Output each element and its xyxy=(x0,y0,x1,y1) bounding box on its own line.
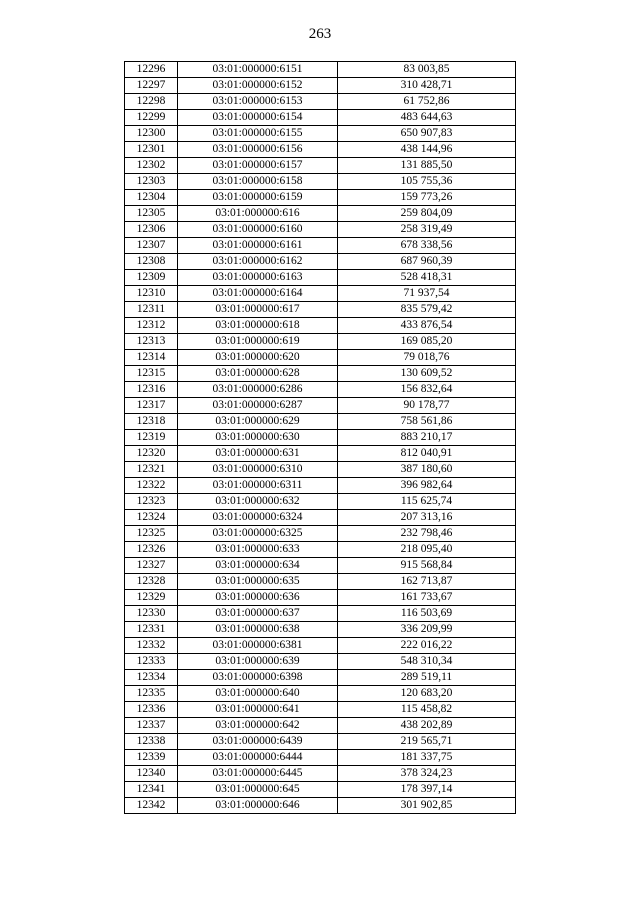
table-row xyxy=(125,574,516,590)
cadastral-number-cell: 03:01:000000:6444 xyxy=(178,750,338,766)
value-cell: 159 773,26 xyxy=(338,190,516,206)
cadastral-number-cell: 03:01:000000:6151 xyxy=(178,62,338,78)
value-cell: 812 040,91 xyxy=(338,446,516,462)
table-row xyxy=(125,478,516,494)
cadastral-number-cell: 03:01:000000:6157 xyxy=(178,158,338,174)
cadastral-number-cell: 03:01:000000:616 xyxy=(178,206,338,222)
table-row xyxy=(125,750,516,766)
table-row xyxy=(125,286,516,302)
value-cell: 222 016,22 xyxy=(338,638,516,654)
value-cell: 130 609,52 xyxy=(338,366,516,382)
row-number-cell: 12309 xyxy=(125,270,178,286)
row-number-cell: 12341 xyxy=(125,782,178,798)
table-row xyxy=(125,462,516,478)
value-cell: 336 209,99 xyxy=(338,622,516,638)
row-number-cell: 12317 xyxy=(125,398,178,414)
row-number-cell: 12338 xyxy=(125,734,178,750)
row-number-cell: 12299 xyxy=(125,110,178,126)
table-row xyxy=(125,526,516,542)
table-row xyxy=(125,414,516,430)
cadastral-number-cell: 03:01:000000:6381 xyxy=(178,638,338,654)
row-number-cell: 12301 xyxy=(125,142,178,158)
value-cell: 218 095,40 xyxy=(338,542,516,558)
cadastral-number-cell: 03:01:000000:642 xyxy=(178,718,338,734)
row-number-cell: 12328 xyxy=(125,574,178,590)
table-row xyxy=(125,558,516,574)
cadastral-number-cell: 03:01:000000:6311 xyxy=(178,478,338,494)
cadastral-number-cell: 03:01:000000:6153 xyxy=(178,94,338,110)
row-number-cell: 12321 xyxy=(125,462,178,478)
table-row xyxy=(125,158,516,174)
table-row xyxy=(125,494,516,510)
value-cell: 528 418,31 xyxy=(338,270,516,286)
cadastral-number-cell: 03:01:000000:6287 xyxy=(178,398,338,414)
cadastral-number-cell: 03:01:000000:6324 xyxy=(178,510,338,526)
table-row xyxy=(125,62,516,78)
cadastral-number-cell: 03:01:000000:636 xyxy=(178,590,338,606)
table-row xyxy=(125,590,516,606)
row-number-cell: 12340 xyxy=(125,766,178,782)
value-cell: 258 319,49 xyxy=(338,222,516,238)
table-row xyxy=(125,350,516,366)
row-number-cell: 12324 xyxy=(125,510,178,526)
cadastral-number-cell: 03:01:000000:638 xyxy=(178,622,338,638)
cadastral-number-cell: 03:01:000000:630 xyxy=(178,430,338,446)
cadastral-number-cell: 03:01:000000:646 xyxy=(178,798,338,814)
table-row xyxy=(125,782,516,798)
table-row xyxy=(125,398,516,414)
value-cell: 438 202,89 xyxy=(338,718,516,734)
value-cell: 115 458,82 xyxy=(338,702,516,718)
value-cell: 438 144,96 xyxy=(338,142,516,158)
value-cell: 156 832,64 xyxy=(338,382,516,398)
cadastral-number-cell: 03:01:000000:631 xyxy=(178,446,338,462)
table-row xyxy=(125,190,516,206)
table-row xyxy=(125,334,516,350)
table-row xyxy=(125,606,516,622)
cadastral-number-cell: 03:01:000000:640 xyxy=(178,686,338,702)
row-number-cell: 12314 xyxy=(125,350,178,366)
table-row xyxy=(125,718,516,734)
value-cell: 378 324,23 xyxy=(338,766,516,782)
table-row xyxy=(125,126,516,142)
value-cell: 835 579,42 xyxy=(338,302,516,318)
cadastral-number-cell: 03:01:000000:617 xyxy=(178,302,338,318)
table-row xyxy=(125,366,516,382)
row-number-cell: 12335 xyxy=(125,686,178,702)
cadastral-number-cell: 03:01:000000:637 xyxy=(178,606,338,622)
row-number-cell: 12315 xyxy=(125,366,178,382)
row-number-cell: 12337 xyxy=(125,718,178,734)
row-number-cell: 12316 xyxy=(125,382,178,398)
table-row xyxy=(125,702,516,718)
table-row xyxy=(125,238,516,254)
value-cell: 650 907,83 xyxy=(338,126,516,142)
value-cell: 131 885,50 xyxy=(338,158,516,174)
value-cell: 181 337,75 xyxy=(338,750,516,766)
cadastral-number-cell: 03:01:000000:632 xyxy=(178,494,338,510)
row-number-cell: 12312 xyxy=(125,318,178,334)
cadastral-number-cell: 03:01:000000:6162 xyxy=(178,254,338,270)
value-cell: 120 683,20 xyxy=(338,686,516,702)
value-cell: 90 178,77 xyxy=(338,398,516,414)
row-number-cell: 12331 xyxy=(125,622,178,638)
table-row xyxy=(125,254,516,270)
row-number-cell: 12319 xyxy=(125,430,178,446)
cadastral-number-cell: 03:01:000000:6160 xyxy=(178,222,338,238)
cadastral-number-cell: 03:01:000000:6164 xyxy=(178,286,338,302)
row-number-cell: 12305 xyxy=(125,206,178,222)
value-cell: 115 625,74 xyxy=(338,494,516,510)
row-number-cell: 12329 xyxy=(125,590,178,606)
table-row xyxy=(125,270,516,286)
row-number-cell: 12326 xyxy=(125,542,178,558)
row-number-cell: 12303 xyxy=(125,174,178,190)
value-cell: 116 503,69 xyxy=(338,606,516,622)
cadastral-number-cell: 03:01:000000:635 xyxy=(178,574,338,590)
table-row xyxy=(125,142,516,158)
cadastral-number-cell: 03:01:000000:6155 xyxy=(178,126,338,142)
table-row xyxy=(125,174,516,190)
value-cell: 915 568,84 xyxy=(338,558,516,574)
cadastral-number-cell: 03:01:000000:6439 xyxy=(178,734,338,750)
row-number-cell: 12308 xyxy=(125,254,178,270)
cadastral-number-cell: 03:01:000000:618 xyxy=(178,318,338,334)
value-cell: 310 428,71 xyxy=(338,78,516,94)
row-number-cell: 12302 xyxy=(125,158,178,174)
table-row xyxy=(125,510,516,526)
row-number-cell: 12311 xyxy=(125,302,178,318)
table-row xyxy=(125,686,516,702)
row-number-cell: 12336 xyxy=(125,702,178,718)
cadastral-number-cell: 03:01:000000:6398 xyxy=(178,670,338,686)
row-number-cell: 12306 xyxy=(125,222,178,238)
cadastral-number-cell: 03:01:000000:639 xyxy=(178,654,338,670)
table-row xyxy=(125,654,516,670)
table-row xyxy=(125,318,516,334)
cadastral-number-cell: 03:01:000000:628 xyxy=(178,366,338,382)
table-row xyxy=(125,382,516,398)
table-row xyxy=(125,78,516,94)
cadastral-number-cell: 03:01:000000:6154 xyxy=(178,110,338,126)
row-number-cell: 12334 xyxy=(125,670,178,686)
table-row xyxy=(125,766,516,782)
cadastral-number-cell: 03:01:000000:634 xyxy=(178,558,338,574)
row-number-cell: 12330 xyxy=(125,606,178,622)
row-number-cell: 12325 xyxy=(125,526,178,542)
row-number-cell: 12342 xyxy=(125,798,178,814)
cadastral-number-cell: 03:01:000000:6161 xyxy=(178,238,338,254)
value-cell: 758 561,86 xyxy=(338,414,516,430)
value-cell: 169 085,20 xyxy=(338,334,516,350)
row-number-cell: 12297 xyxy=(125,78,178,94)
cadastral-number-cell: 03:01:000000:6159 xyxy=(178,190,338,206)
cadastral-number-cell: 03:01:000000:6156 xyxy=(178,142,338,158)
value-cell: 883 210,17 xyxy=(338,430,516,446)
row-number-cell: 12322 xyxy=(125,478,178,494)
row-number-cell: 12310 xyxy=(125,286,178,302)
row-number-cell: 12298 xyxy=(125,94,178,110)
table-row xyxy=(125,638,516,654)
table-row xyxy=(125,110,516,126)
value-cell: 483 644,63 xyxy=(338,110,516,126)
table-row xyxy=(125,670,516,686)
value-cell: 161 733,67 xyxy=(338,590,516,606)
table-row xyxy=(125,302,516,318)
value-cell: 79 018,76 xyxy=(338,350,516,366)
page-number: 263 xyxy=(308,26,332,42)
value-cell: 433 876,54 xyxy=(338,318,516,334)
row-number-cell: 12320 xyxy=(125,446,178,462)
row-number-cell: 12318 xyxy=(125,414,178,430)
cadastral-value-table xyxy=(124,61,516,814)
value-cell: 71 937,54 xyxy=(338,286,516,302)
table-row xyxy=(125,622,516,638)
table-body xyxy=(125,62,516,814)
cadastral-number-cell: 03:01:000000:6445 xyxy=(178,766,338,782)
table-row xyxy=(125,222,516,238)
value-cell: 301 902,85 xyxy=(338,798,516,814)
row-number-cell: 12333 xyxy=(125,654,178,670)
cadastral-number-cell: 03:01:000000:620 xyxy=(178,350,338,366)
value-cell: 289 519,11 xyxy=(338,670,516,686)
value-cell: 61 752,86 xyxy=(338,94,516,110)
table-row xyxy=(125,542,516,558)
row-number-cell: 12313 xyxy=(125,334,178,350)
value-cell: 387 180,60 xyxy=(338,462,516,478)
table-row xyxy=(125,446,516,462)
row-number-cell: 12307 xyxy=(125,238,178,254)
cadastral-number-cell: 03:01:000000:645 xyxy=(178,782,338,798)
cadastral-number-cell: 03:01:000000:6163 xyxy=(178,270,338,286)
cadastral-number-cell: 03:01:000000:619 xyxy=(178,334,338,350)
cadastral-number-cell: 03:01:000000:629 xyxy=(178,414,338,430)
table-row xyxy=(125,94,516,110)
row-number-cell: 12304 xyxy=(125,190,178,206)
value-cell: 678 338,56 xyxy=(338,238,516,254)
value-cell: 396 982,64 xyxy=(338,478,516,494)
value-cell: 687 960,39 xyxy=(338,254,516,270)
table-row xyxy=(125,206,516,222)
cadastral-number-cell: 03:01:000000:641 xyxy=(178,702,338,718)
row-number-cell: 12323 xyxy=(125,494,178,510)
row-number-cell: 12296 xyxy=(125,62,178,78)
value-cell: 162 713,87 xyxy=(338,574,516,590)
row-number-cell: 12300 xyxy=(125,126,178,142)
value-cell: 232 798,46 xyxy=(338,526,516,542)
cadastral-number-cell: 03:01:000000:6310 xyxy=(178,462,338,478)
value-cell: 259 804,09 xyxy=(338,206,516,222)
cadastral-number-cell: 03:01:000000:6158 xyxy=(178,174,338,190)
row-number-cell: 12332 xyxy=(125,638,178,654)
cadastral-number-cell: 03:01:000000:633 xyxy=(178,542,338,558)
value-cell: 105 755,36 xyxy=(338,174,516,190)
value-cell: 207 313,16 xyxy=(338,510,516,526)
cadastral-number-cell: 03:01:000000:6286 xyxy=(178,382,338,398)
value-cell: 178 397,14 xyxy=(338,782,516,798)
value-cell: 219 565,71 xyxy=(338,734,516,750)
row-number-cell: 12327 xyxy=(125,558,178,574)
table-row xyxy=(125,798,516,814)
cadastral-number-cell: 03:01:000000:6325 xyxy=(178,526,338,542)
value-cell: 83 003,85 xyxy=(338,62,516,78)
row-number-cell: 12339 xyxy=(125,750,178,766)
table-row xyxy=(125,430,516,446)
table-row xyxy=(125,734,516,750)
cadastral-number-cell: 03:01:000000:6152 xyxy=(178,78,338,94)
value-cell: 548 310,34 xyxy=(338,654,516,670)
